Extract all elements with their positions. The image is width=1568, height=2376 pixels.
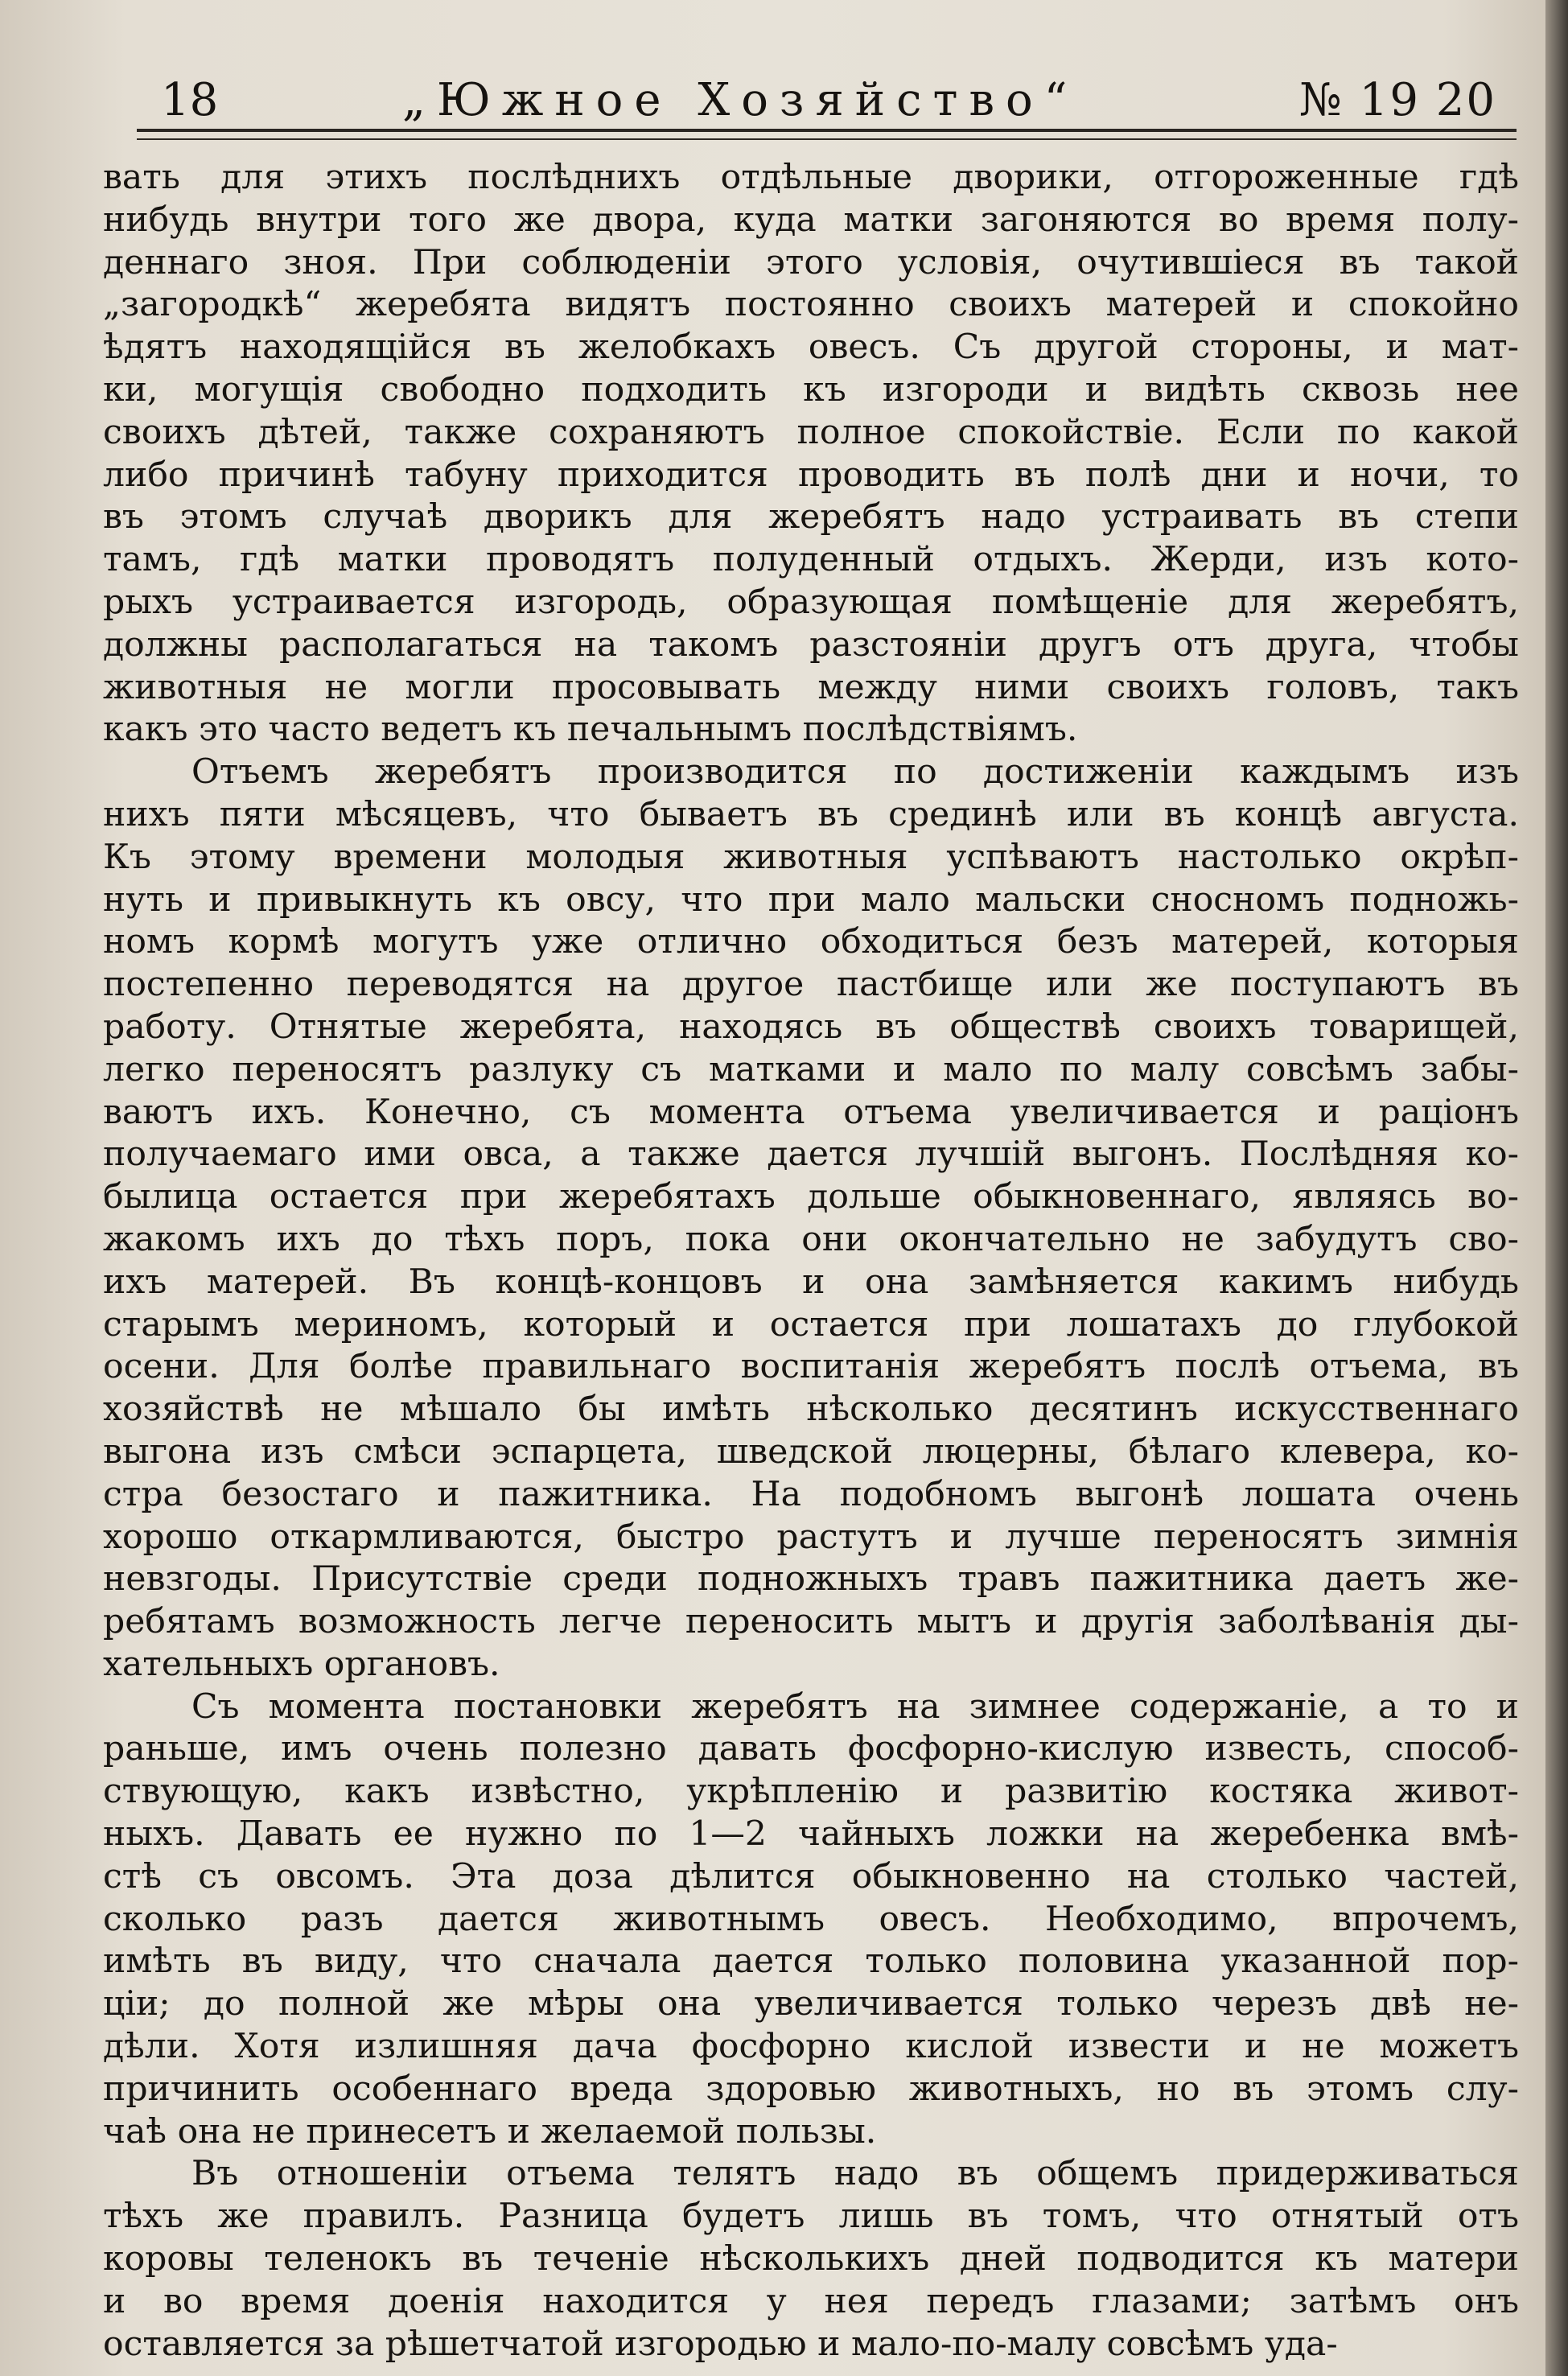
text-line	[103, 1602, 1519, 1643]
page-header	[161, 74, 1496, 137]
text-line	[103, 880, 1519, 921]
text-line	[103, 1262, 1519, 1303]
text-line	[103, 1177, 1519, 1218]
line-text: Отъемъ жеребятъ производится по достиженіи каждымъ изъ	[191, 752, 1519, 793]
text-line	[103, 370, 1519, 411]
line-text: Къ этому времени молодыя животныя успѣваютъ настолько окрѣп-	[103, 837, 1519, 877]
header-rule-thick	[137, 129, 1517, 132]
text-line	[103, 285, 1519, 326]
text-line	[103, 1772, 1519, 1813]
text-line	[103, 243, 1519, 284]
line-text: выгона изъ смѣси эспарцета, шведской люцерны, бѣлаго клевера, ко-	[103, 1431, 1519, 1472]
line-text: былица остается при жеребятахъ дольше обыкновеннаго, являясь во-	[103, 1177, 1519, 1217]
line-text: причинить особеннаго вреда здоровью животныхъ, но въ этомъ слу-	[103, 2069, 1519, 2109]
text-line	[103, 2154, 1519, 2195]
line-text: ки, могущія свободно подходить къ изгороди и видѣть сквозь нее	[103, 369, 1519, 410]
line-text: либо причинѣ табуну приходится проводить въ полѣ дни и ночи, то	[103, 455, 1519, 495]
line-text: ихъ матерей. Въ концѣ-концовъ и она замѣняется какимъ нибудь	[103, 1262, 1519, 1302]
line-text: дѣли. Хотя излишняя дача фосфорно кислой извести и не можетъ	[103, 2027, 1519, 2067]
text-line	[103, 1857, 1519, 1898]
line-text: раньше, имъ очень полезно давать фосфорно-кислую известь, способ-	[103, 1729, 1519, 1769]
line-text: „загородкѣ“ жеребята видятъ постоянно своихъ матерей и спокойно	[103, 285, 1519, 325]
text-line	[103, 795, 1519, 836]
line-text: номъ кормѣ могутъ уже отлично обходиться безъ матерей, которыя	[103, 922, 1519, 962]
text-line	[103, 327, 1519, 369]
text-line	[103, 2282, 1519, 2323]
line-text: тѣхъ же правилъ. Разница будетъ лишь въ томъ, что отнятый отъ	[103, 2197, 1519, 2237]
text-line	[103, 1942, 1519, 1983]
line-text: ціи; до полной же мѣры она увеличивается только черезъ двѣ не-	[103, 1984, 1519, 2024]
line-text: и во время доенія находится у нея передъ глазами; затѣмъ онъ	[103, 2281, 1519, 2321]
text-line	[103, 2112, 1519, 2153]
text-line	[103, 710, 1519, 751]
text-line	[103, 1347, 1519, 1388]
text-line	[103, 2069, 1519, 2110]
text-line	[103, 1305, 1519, 1346]
text-line	[103, 625, 1519, 666]
line-text: Въ отношеніи отъема телятъ надо въ общемъ придерживаться	[191, 2154, 1519, 2194]
line-text: нуть и привыкнуть къ овсу, что при мало мальски сносномъ подножь-	[103, 879, 1519, 920]
page-number: 18	[161, 74, 219, 126]
line-text: оставляется за рѣшетчатой изгородью и мало-по-малу совсѣмъ уда-	[103, 2324, 1338, 2364]
line-text: Съ момента постановки жеребятъ на зимнее содержаніе, а то и	[191, 1686, 1519, 1727]
line-text: должны располагаться на такомъ разстояніи другъ отъ друга, чтобы	[103, 624, 1519, 665]
text-line	[103, 583, 1519, 624]
line-text: деннаго зноя. При соблюденіи этого условія, очутившіеся въ такой	[103, 242, 1519, 282]
issue-number: № 19 20	[1298, 74, 1496, 126]
text-line	[103, 1687, 1519, 1728]
text-line	[103, 2239, 1519, 2280]
text-line	[103, 158, 1519, 199]
text-line	[103, 1559, 1519, 1600]
article-body	[103, 158, 1519, 2365]
text-line	[103, 1475, 1519, 1516]
text-line	[103, 752, 1519, 793]
line-text: какъ это часто ведетъ къ печальнымъ послѣдствіямъ.	[103, 710, 1078, 750]
page-spine-edge	[1545, 0, 1568, 2376]
line-text: нибудь внутри того же двора, куда матки загоняются во время полу-	[103, 200, 1519, 240]
line-text: имѣть въ виду, что сначала дается только половина указанной пор-	[103, 1942, 1519, 1982]
text-line	[103, 1007, 1519, 1048]
text-line	[103, 455, 1519, 496]
text-line	[103, 922, 1519, 963]
text-line	[103, 1517, 1519, 1559]
line-text: хозяйствѣ не мѣшало бы имѣть нѣсколько десятинъ искусственнаго	[103, 1390, 1519, 1430]
line-text: получаемаго ими овса, а также дается лучшій выгонъ. Послѣдняя ко-	[103, 1134, 1519, 1175]
text-line	[103, 413, 1519, 454]
line-text: осени. Для болѣе правильнаго воспитанія жеребятъ послѣ отъема, въ	[103, 1347, 1519, 1387]
line-text: старымъ мериномъ, который и остается при лошатахъ до глубокой	[103, 1304, 1519, 1344]
line-text: нихъ пяти мѣсяцевъ, что бываетъ въ срединѣ или въ концѣ августа.	[103, 794, 1519, 834]
line-text: невзгоды. Присутствіе среди подножныхъ травъ пажитника даетъ же-	[103, 1559, 1519, 1600]
text-line	[103, 668, 1519, 709]
line-text: въ этомъ случаѣ дворикъ для жеребятъ надо устраивать въ степи	[103, 497, 1519, 537]
text-line	[103, 200, 1519, 241]
text-line	[103, 540, 1519, 581]
line-text: постепенно переводятся на другое пастбище или же поступаютъ въ	[103, 965, 1519, 1005]
text-line	[103, 1432, 1519, 1473]
line-text: ныхъ. Давать ее нужно по 1—2 чайныхъ ложки на жеребенка вмѣ-	[103, 1814, 1519, 1855]
line-text: стра безостаго и пажитника. На подобномъ выгонѣ лошата очень	[103, 1474, 1519, 1514]
journal-title: „Южное Хозяйство“	[402, 74, 1079, 126]
line-text: ствующую, какъ извѣстно, укрѣпленію и развитію костяка живот-	[103, 1772, 1519, 1812]
text-line	[103, 1093, 1519, 1134]
line-text: животныя не могли просовывать между ними своихъ головъ, такъ	[103, 667, 1519, 707]
text-line	[103, 2197, 1519, 2238]
text-line	[103, 1645, 1519, 1686]
line-text: ваютъ ихъ. Конечно, съ момента отъема увеличивается и раціонъ	[103, 1092, 1519, 1132]
header-rule-thin	[137, 138, 1517, 140]
text-line	[103, 2325, 1519, 2366]
text-line	[103, 965, 1519, 1006]
text-line	[103, 1984, 1519, 2025]
text-line	[103, 1729, 1519, 1770]
line-text: сколько разъ дается животнымъ овесъ. Необходимо, впрочемъ,	[103, 1899, 1519, 1939]
text-line	[103, 1390, 1519, 1431]
line-text: коровы теленокъ въ теченіе нѣсколькихъ дней подводится къ матери	[103, 2239, 1519, 2279]
text-line	[103, 1050, 1519, 1091]
line-text: хательныхъ органовъ.	[103, 1644, 500, 1684]
line-text: вать для этихъ послѣднихъ отдѣльные дворики, отгороженные гдѣ	[103, 158, 1519, 197]
text-line	[103, 2027, 1519, 2068]
text-line	[103, 1900, 1519, 1941]
line-text: тамъ, гдѣ матки проводятъ полуденный отдыхъ. Жерди, изъ кото-	[103, 540, 1519, 580]
line-text: чаѣ она не принесетъ и желаемой пользы.	[103, 2111, 877, 2152]
line-text: работу. Отнятые жеребята, находясь въ обществѣ своихъ товарищей,	[103, 1007, 1519, 1047]
text-line	[103, 838, 1519, 879]
line-text: хорошо откармливаются, быстро растутъ и лучше переносятъ зимнія	[103, 1517, 1519, 1557]
line-text: жакомъ ихъ до тѣхъ поръ, пока они окончательно не забудутъ сво-	[103, 1219, 1519, 1259]
line-text: рыхъ устраивается изгородь, образующая помѣщеніе для жеребятъ,	[103, 582, 1519, 622]
line-text: стѣ съ овсомъ. Эта доза дѣлится обыкновенно на столько частей,	[103, 1856, 1519, 1896]
text-line	[103, 497, 1519, 538]
line-text: легко переносятъ разлуку съ матками и мало по малу совсѣмъ забы-	[103, 1049, 1519, 1089]
line-text: ѣдятъ находящійся въ желобкахъ овесъ. Съ другой стороны, и мат-	[103, 327, 1519, 368]
text-line	[103, 1134, 1519, 1176]
line-text: ребятамъ возможность легче переносить мытъ и другія заболѣванія ды-	[103, 1602, 1519, 1642]
text-line	[103, 1220, 1519, 1261]
text-line	[103, 1814, 1519, 1855]
line-text: своихъ дѣтей, также сохраняютъ полное спокойствіе. Если по какой	[103, 412, 1519, 452]
